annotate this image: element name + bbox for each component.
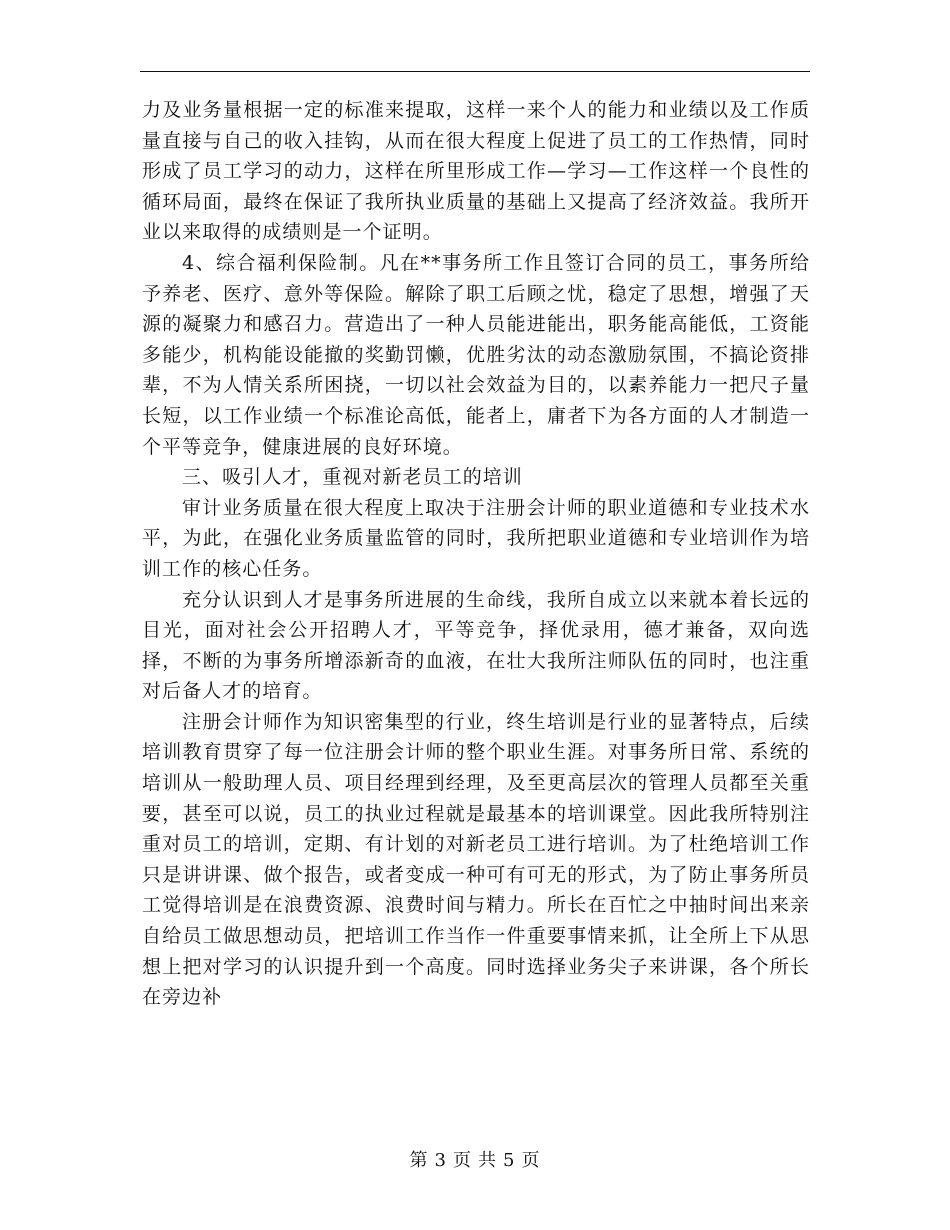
section-heading-talent-training: 三、吸引人才，重视对新老员工的培训 <box>182 466 523 489</box>
document-body <box>142 95 810 1013</box>
paragraph-talent-lifeline: 充分认识到人才是事务所进展的生命线，我所自成立以来就本着长远的目光，面对社会公开招聘人才，平等竞争，择优录用，德才兼备，双向选择，不断的为事务所增添新奇的血液，在壮大我所注师队伍的同时，也注重对后备人才的培育。 <box>142 588 810 703</box>
footer-gong: 共 <box>478 1150 497 1171</box>
footer-ye-2: 页 <box>521 1150 541 1171</box>
page-footer <box>0 1146 950 1172</box>
paragraph-continued: 力及业务量根据一定的标准来提取，这样一来个人的能力和业绩以及工作质量直接与自己的收入挂钩，从而在很大程度上促进了员工的工作热情，同时形成了员工学习的动力，这样在所里形成工作—学习—工作这样一个良性的循环局面，最终在保证了我所执业质量的基础上又提高了经济效益。我所开业以来取得的成绩则是一个证明。 <box>142 99 810 244</box>
footer-di: 第 <box>409 1150 429 1171</box>
paragraph-continuing-training: 注册会计师作为知识密集型的行业，终生培训是行业的显著特点，后续培训教育贯穿了每一位注册会计师的整个职业生涯。对事务所日常、系统的培训从一般助理人员、项目经理到经理，及至更高层次的管理人员都至关重要，甚至可以说，员工的执业过程就是最基本的培训课堂。因此我所特别注重对员工的培训，定期、有计划的对新老员工进行培训。为了杜绝培训工作只是讲讲课、做个报告，或者变成一种可有可无的形式，为了防止事务所员工觉得培训是在浪费资源、浪费时间与精力。所长在百忙之中抽时间出来亲自给员工做思想动员，把培训工作当作一件重要事情来抓，让全所上下从思想上把对学习的认识提升到一个高度。同时选择业务尖子来讲课，各个所长在旁边补 <box>142 710 810 1009</box>
footer-page-current: 3 <box>434 1150 447 1171</box>
header-rule <box>140 71 810 72</box>
footer-page-total: 5 <box>503 1150 516 1171</box>
paragraph-audit-quality: 审计业务质量在很大程度上取决于注册会计师的职业道德和专业技术水平，为此，在强化业务质量监管的同时，我所把职业道德和专业培训作为培训工作的核心任务。 <box>142 496 810 580</box>
footer-ye: 页 <box>453 1150 472 1171</box>
paragraph-welfare-insurance: 4、综合福利保险制。凡在**事务所工作且签订合同的员工，事务所给予养老、医疗、意外等保险。解除了职工后顾之忧，稳定了思想，增强了天源的凝聚力和感召力。营造出了一种人员能进能出，职务能高能低，工资能多能少，机构能设能撤的奖勤罚懒，优胜劣汰的动态激励氛围，不搞论资排辈，不为人情关系所困挠，一切以社会效益为目的，以素养能力一把尺子量长短，以工作业绩一个标准论高低，能者上，庸者下为各方面的人才制造一个平等竞争，健康进展的良好环境。 <box>142 251 810 458</box>
